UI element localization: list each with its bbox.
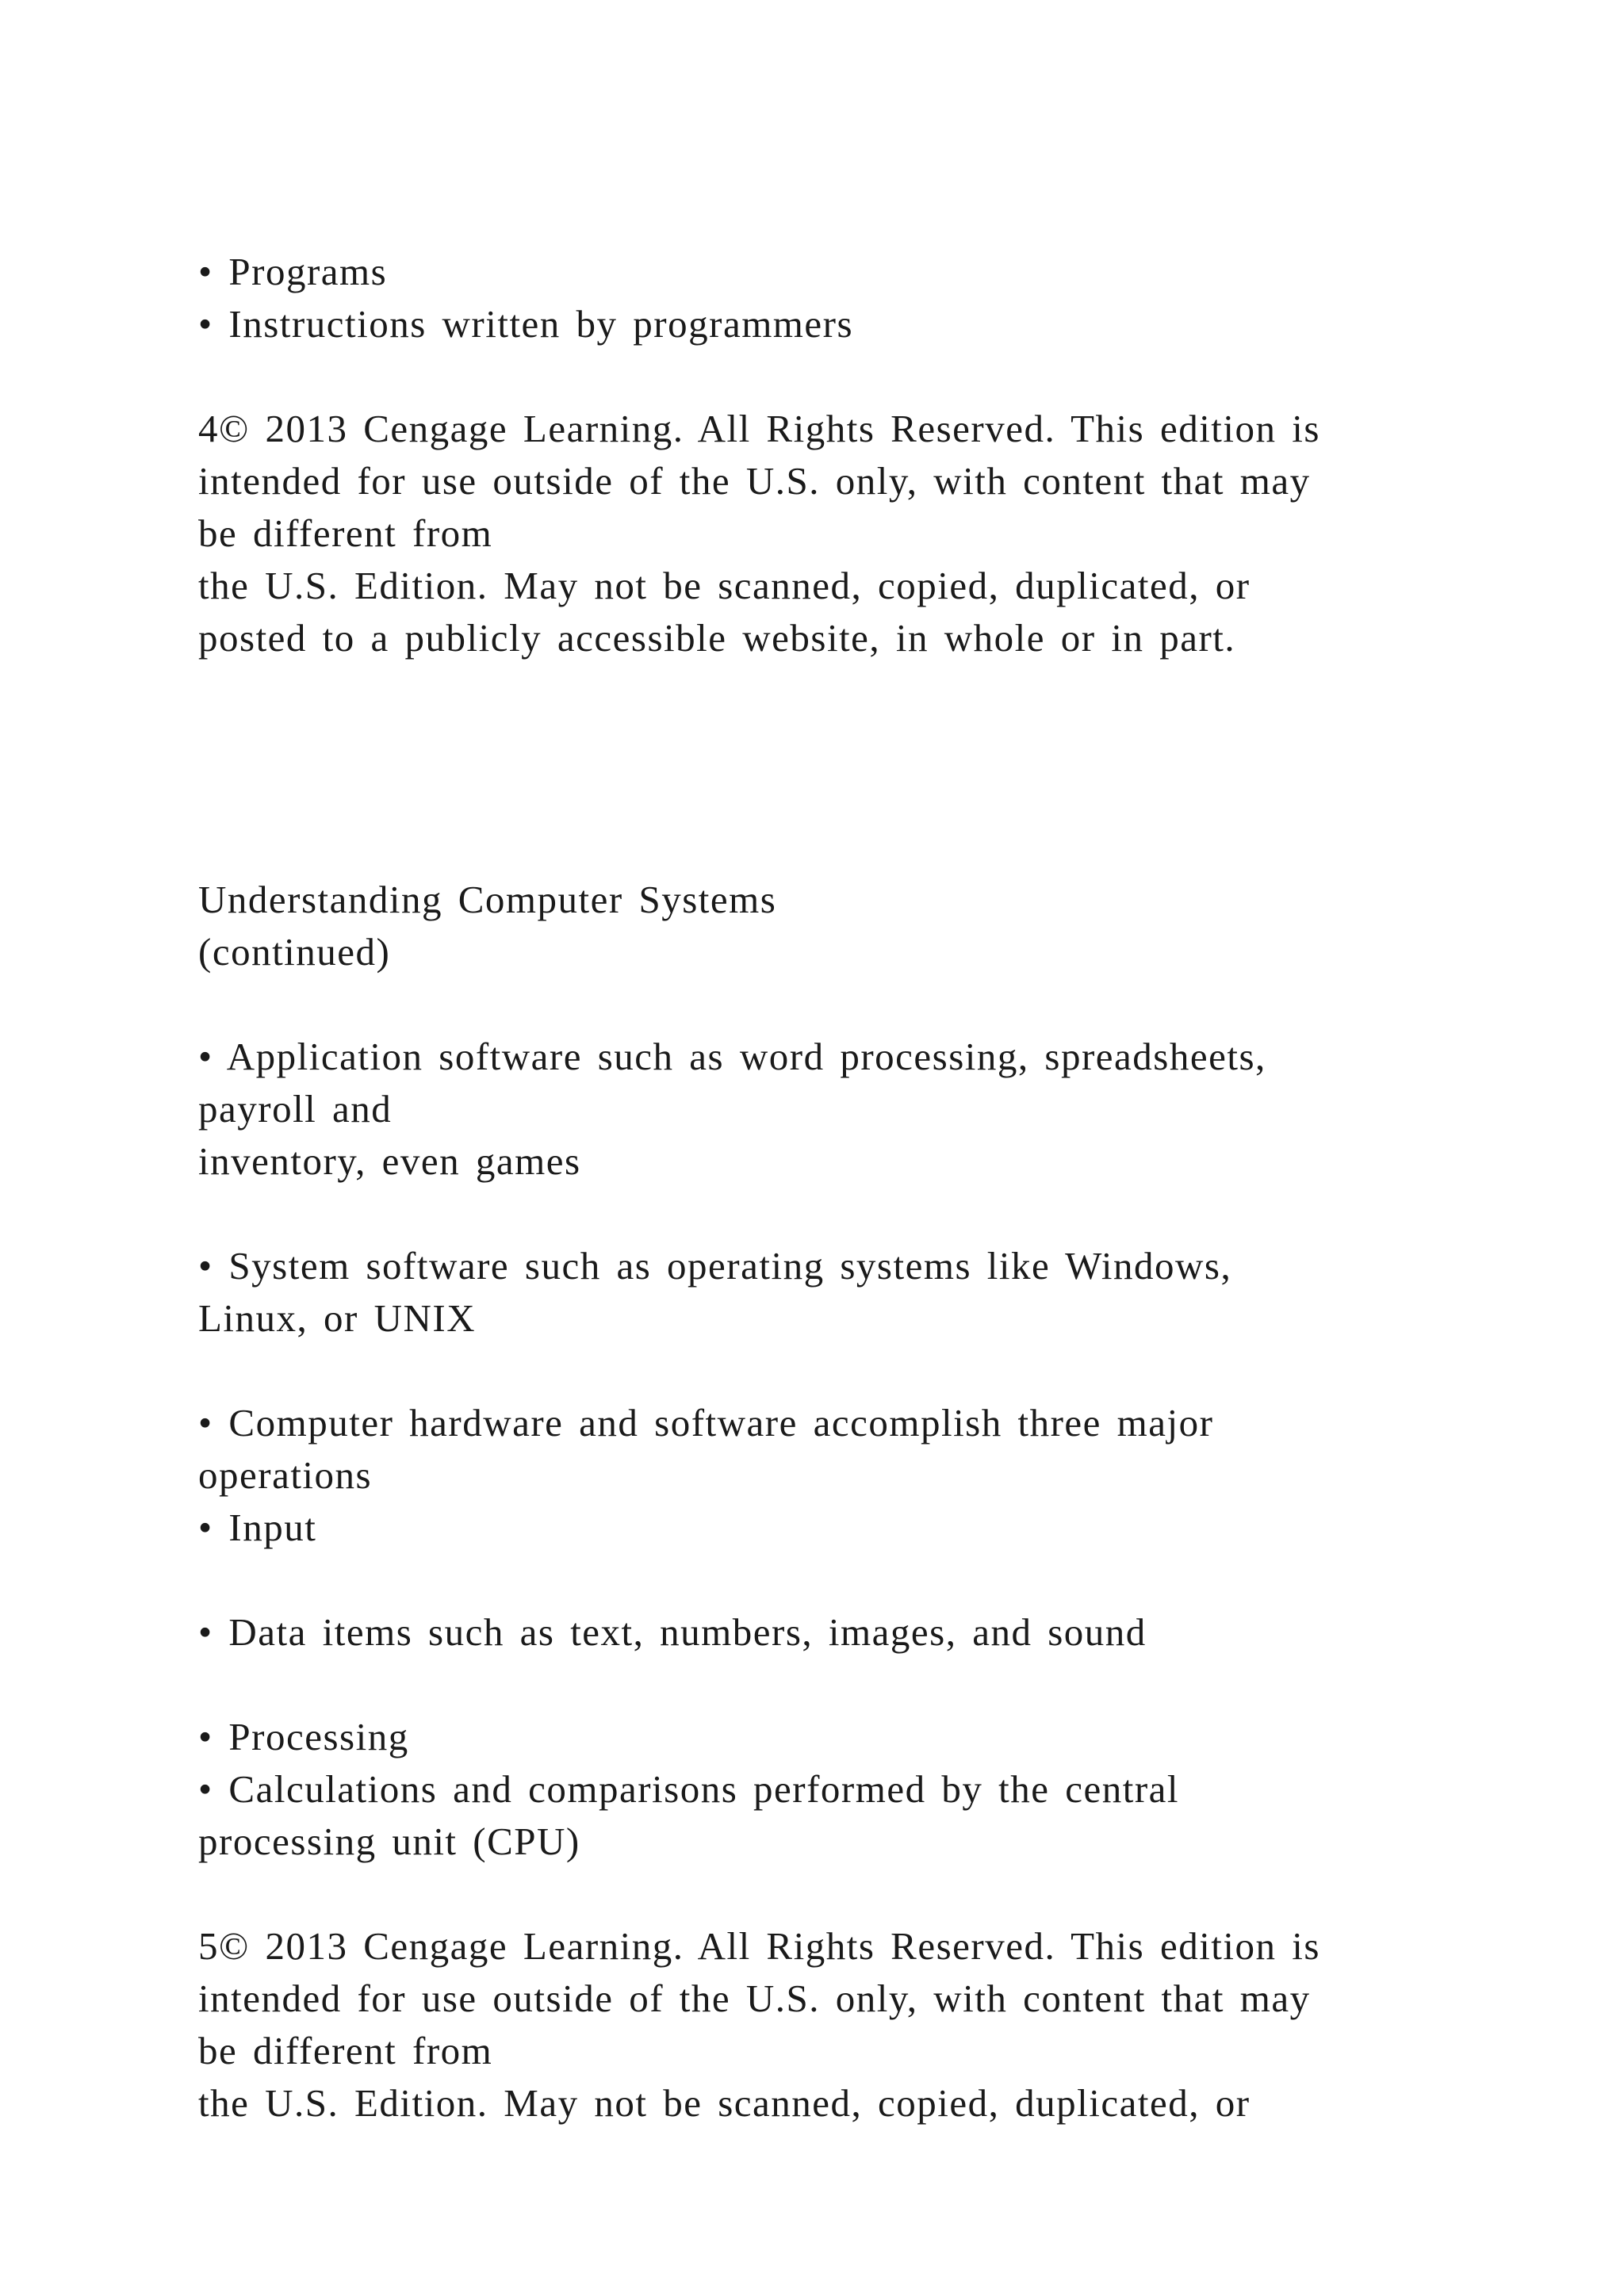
list-item: • Calculations and comparisons performed by the central [198,1767,1180,1811]
application-software-item [198,1031,1546,1188]
list-item: • Programs [198,250,388,293]
notice-line: intended for use outside of the U.S. only, with content that may [198,1976,1311,2020]
notice-line: be different from [198,2029,493,2072]
data-items-item [198,1606,1546,1659]
list-item: processing unit (CPU) [198,1820,580,1863]
programs-list [198,246,1546,350]
list-item: • Processing [198,1715,409,1758]
list-item: • Input [198,1506,317,1549]
list-item: Linux, or UNIX [198,1296,477,1340]
heading-line: Understanding Computer Systems [198,878,777,921]
notice-line: posted to a publicly accessible website, in whole or in part. [198,616,1236,660]
section-heading [198,874,1546,978]
document-page [198,246,1546,2130]
system-software-item [198,1240,1546,1345]
processing-item [198,1711,1546,1868]
list-item: • Application software such as word processing, spreadsheets, [198,1035,1266,1078]
notice-line: 5© 2013 Cengage Learning. All Rights Reserved. This edition is [198,1924,1320,1968]
copyright-notice [198,1920,1546,2130]
notice-line: be different from [198,511,493,555]
list-item: • Instructions written by programmers [198,302,854,346]
list-item: payroll and [198,1087,393,1131]
list-item: • Computer hardware and software accomplish three major [198,1401,1214,1445]
list-item: inventory, even games [198,1139,581,1183]
operations-item [198,1397,1546,1554]
list-item: • Data items such as text, numbers, images, and sound [198,1610,1147,1654]
list-item: operations [198,1453,373,1497]
copyright-notice [198,403,1546,664]
list-item: • System software such as operating systems like Windows, [198,1244,1232,1288]
notice-line: intended for use outside of the U.S. only, with content that may [198,459,1311,503]
notice-line: 4© 2013 Cengage Learning. All Rights Reserved. This edition is [198,407,1320,450]
notice-line: the U.S. Edition. May not be scanned, copied, duplicated, or [198,564,1251,607]
notice-line: the U.S. Edition. May not be scanned, copied, duplicated, or [198,2081,1251,2125]
heading-line: (continued) [198,930,391,974]
